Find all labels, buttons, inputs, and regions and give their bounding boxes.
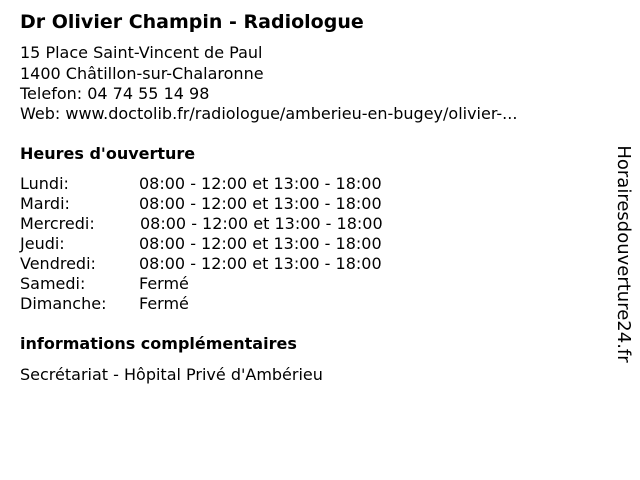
- site-watermark: Horairesdouverture24.fr: [613, 145, 634, 363]
- phone-number[interactable]: Telefon: 04 74 55 14 98: [20, 84, 210, 103]
- website-link[interactable]: Web: www.doctolib.fr/radiologue/amberieu-en-bugey/olivier-...: [20, 104, 518, 123]
- page-title: Dr Olivier Champin - Radiologue: [20, 11, 364, 33]
- day-label: Lundi:: [20, 174, 69, 193]
- day-hours: 08:00 - 12:00 et 13:00 - 18:00: [139, 254, 382, 273]
- day-hours: Fermé: [139, 274, 189, 293]
- day-hours: 08:00 - 12:00 et 13:00 - 18:00: [139, 234, 382, 253]
- day-hours: 08:00 - 12:00 et 13:00 - 18:00: [140, 214, 383, 233]
- additional-info-text: Secrétariat - Hôpital Privé d'Ambérieu: [20, 365, 323, 384]
- day-label: Dimanche:: [20, 294, 107, 313]
- day-label: Mercredi:: [20, 214, 95, 233]
- day-hours: 08:00 - 12:00 et 13:00 - 18:00: [139, 174, 382, 193]
- day-label: Samedi:: [20, 274, 86, 293]
- day-hours: 08:00 - 12:00 et 13:00 - 18:00: [139, 194, 382, 213]
- day-label: Vendredi:: [20, 254, 96, 273]
- day-label: Jeudi:: [20, 234, 65, 253]
- address-city: 1400 Châtillon-sur-Chalaronne: [20, 64, 264, 83]
- day-label: Mardi:: [20, 194, 70, 213]
- day-hours: Fermé: [139, 294, 189, 313]
- additional-info-heading: informations complémentaires: [20, 334, 297, 353]
- opening-hours-heading: Heures d'ouverture: [20, 144, 196, 163]
- address-street: 15 Place Saint-Vincent de Paul: [20, 43, 263, 62]
